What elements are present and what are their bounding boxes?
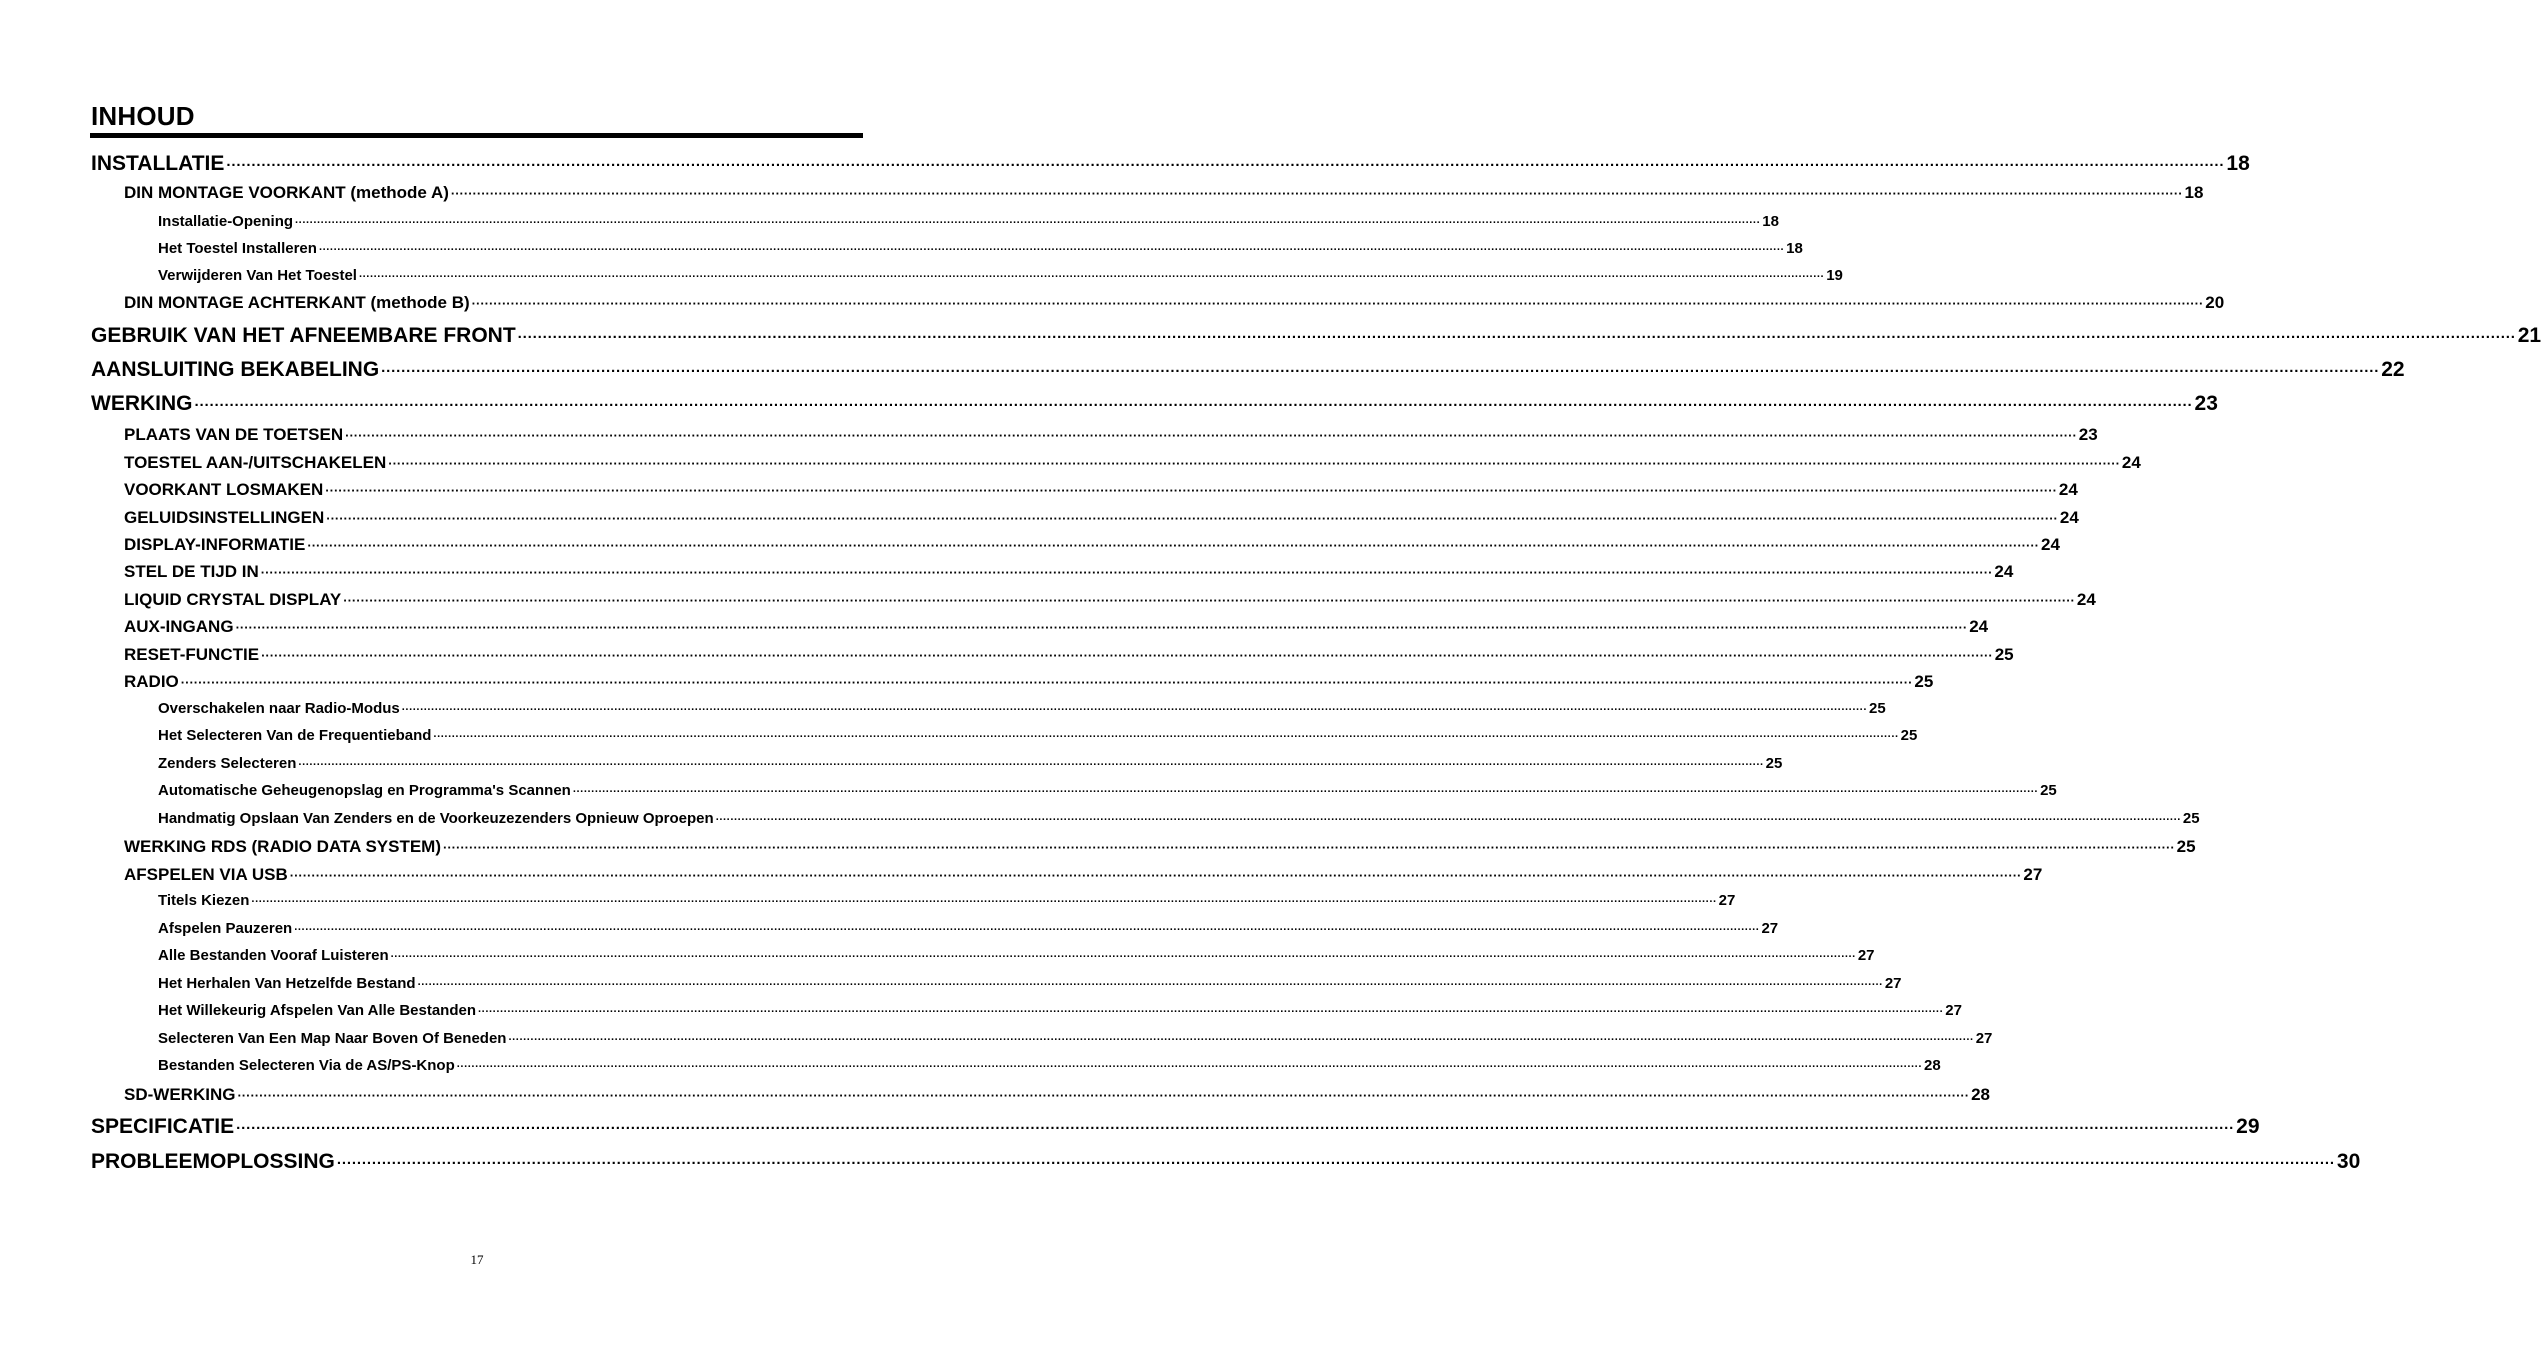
toc-dot-leader: ················································································································································································································································································································································································································ [294, 924, 1760, 936]
toc-dot-leader: ················································································································································································································································································································································································································ [471, 296, 2204, 311]
toc-entry[interactable] [91, 358, 2405, 388]
toc-dot-leader: ················································································································································································································································································································································································································ [433, 731, 1899, 743]
toc-dot-leader: ················································································································································································································································································································································································································ [326, 511, 2058, 526]
toc-entry-page: 24 [1994, 562, 2014, 581]
toc-entry[interactable] [124, 453, 2141, 479]
toc-dot-leader: ················································································································································································································································································································································································································ [295, 217, 1761, 229]
toc-entry-page: 18 [1762, 213, 1779, 230]
toc-dot-leader: ················································································································································································································································································································································································································ [443, 840, 2175, 855]
toc-dot-leader: ················································································································································································································································································································································································································ [298, 759, 1764, 771]
toc-dot-leader: ················································································································································································································································································································································································································ [343, 593, 2075, 608]
toc-entry-page: 19 [1826, 267, 1843, 284]
toc-dot-leader: ················································································································································································································································································································································································································ [345, 428, 2077, 443]
toc-entry-label: INSTALLATIE [91, 152, 225, 175]
toc-entry[interactable] [158, 700, 1886, 724]
toc-entry-page: 27 [1761, 920, 1779, 937]
toc-entry-label: AFSPELEN VIA USB [124, 865, 288, 884]
toc-entry-label: WERKING RDS (RADIO DATA SYSTEM) [124, 837, 442, 856]
toc-entry-page: 27 [1945, 1002, 1962, 1019]
toc-entry-page: 24 [2059, 508, 2079, 527]
toc-entry-page: 25 [1994, 645, 2014, 664]
toc-dot-leader: ················································································································································································································································································································································································································ [572, 786, 2039, 798]
toc-entry-page: 25 [1900, 727, 1918, 744]
toc-entry-label: Het Toestel Installeren [158, 240, 317, 257]
toc-dot-leader: ················································································································································································································································································································································································································ [417, 979, 1883, 991]
toc-entry[interactable] [158, 947, 1875, 971]
toc-dot-leader: ················································································································································································································································································································································································································ [715, 814, 2181, 826]
toc-entry-label: Bestanden Selecteren Via de AS/PS-Knop [158, 1057, 455, 1074]
toc-entry-page: 28 [1924, 1057, 1941, 1074]
page-title: INHOUD [91, 101, 195, 131]
toc-entry-label: Het Selecteren Van de Frequentieband [158, 727, 432, 744]
toc-entry-label: Selecteren Van Een Map Naar Boven Of Beneden [158, 1030, 507, 1047]
toc-entry-page: 25 [2182, 810, 2200, 827]
toc-entry-label: GELUIDSINSTELLINGEN [124, 508, 325, 527]
toc-dot-leader: ················································································································································································································································································································································································································ [261, 648, 1993, 663]
toc-entry[interactable] [124, 293, 2225, 319]
toc-entry-label: Afspelen Pauzeren [158, 920, 293, 937]
toc-entry-page: 21 [2517, 324, 2541, 347]
toc-dot-leader: ················································································································································································································································································································································································································ [289, 868, 2022, 883]
toc-entry-label: SPECIFICATIE [91, 1115, 235, 1138]
toc-entry[interactable] [158, 782, 2057, 806]
toc-entry-label: DISPLAY-INFORMATIE [124, 535, 306, 554]
toc-dot-leader: ················································································································································································································································································································································································································ [336, 1155, 2335, 1172]
toc-entry-label: Handmatig Opslaan Van Zenders en de Voorkeuzezenders Opnieuw Oproepen [158, 810, 714, 827]
toc-entry-label: Verwijderen Van Het Toestel [158, 267, 357, 284]
toc-entry[interactable] [124, 480, 2078, 506]
toc-entry[interactable] [158, 1057, 1941, 1081]
toc-entry[interactable] [124, 562, 2014, 588]
toc-entry-label: Het Herhalen Van Hetzelfde Bestand [158, 975, 416, 992]
toc-entry[interactable] [124, 837, 2196, 863]
toc-entry-page: 23 [2078, 425, 2098, 444]
toc-entry-page: 18 [1786, 240, 1803, 257]
toc-entry-page: 27 [1975, 1030, 1993, 1047]
toc-entry-label: PROBLEEMOPLOSSING [91, 1150, 335, 1173]
toc-dot-leader: ················································································································································································································································································································································································································ [401, 704, 1867, 716]
toc-dot-leader: ················································································································································································································································································································································································································ [390, 951, 1856, 963]
toc-entry[interactable] [91, 1150, 2361, 1180]
toc-entry-page: 27 [1857, 947, 1875, 964]
toc-entry-label: RESET-FUNCTIE [124, 645, 260, 664]
toc-entry[interactable] [124, 535, 2060, 561]
toc-entry-page: 18 [2226, 152, 2250, 175]
toc-dot-leader: ················································································································································································································································································································································································································ [194, 397, 2193, 414]
toc-entry-page: 27 [1718, 892, 1736, 909]
toc-dot-leader: ················································································································································································································································································································································································································ [358, 271, 1825, 283]
title-rule [90, 133, 863, 138]
toc-entry-label: Het Willekeurig Afspelen Van Alle Bestanden [158, 1002, 477, 1019]
toc-entry-page: 24 [2058, 480, 2078, 499]
toc-entry-label: PLAATS VAN DE TOETSEN [124, 425, 344, 444]
toc-entry-page: 24 [1969, 617, 1989, 636]
toc-dot-leader: ················································································································································································································································································································································································································ [325, 483, 2057, 498]
toc-entry-label: GEBRUIK VAN HET AFNEEMBARE FRONT [91, 324, 516, 347]
toc-entry-label: Titels Kiezen [158, 892, 250, 909]
toc-entry-label: AUX-INGANG [124, 617, 234, 636]
toc-entry-label: WERKING [91, 392, 193, 415]
toc-dot-leader: ················································································································································································································································································································································································································ [236, 1120, 2235, 1137]
toc-entry-label: STEL DE TIJD IN [124, 562, 259, 581]
toc-dot-leader: ················································································································································································································································································································································································································ [251, 896, 1717, 908]
toc-entry-page: 28 [1971, 1085, 1991, 1104]
toc-entry[interactable] [158, 810, 2200, 834]
toc-dot-leader: ················································································································································································································································································································································································································ [517, 329, 2516, 346]
toc-entry-page: 23 [2194, 392, 2218, 415]
toc-entry[interactable] [91, 1115, 2260, 1145]
toc-entry-page: 27 [2023, 865, 2043, 884]
toc-entry-label: Overschakelen naar Radio-Modus [158, 700, 400, 717]
toc-entry-label: TOESTEL AAN-/UITSCHAKELEN [124, 453, 387, 472]
page-number: 17 [470, 1252, 484, 1267]
toc-entry-page: 22 [2381, 358, 2405, 381]
toc-dot-leader: ················································································································································································································································································································································································································ [260, 565, 1993, 580]
toc-dot-leader: ················································································································································································································································································································································································································ [307, 538, 2039, 553]
toc-entry-page: 18 [2184, 183, 2204, 202]
toc-entry-page: 29 [2236, 1115, 2260, 1138]
toc-entry[interactable] [124, 1085, 1991, 1111]
toc-entry-label: Alle Bestanden Vooraf Luisteren [158, 947, 389, 964]
toc-entry[interactable] [91, 152, 2250, 182]
toc-entry[interactable] [124, 183, 2204, 209]
toc-entry-page: 24 [2121, 453, 2141, 472]
toc-entry-page: 24 [2076, 590, 2096, 609]
toc-entry-page: 25 [2040, 782, 2057, 799]
toc-entry-page: 25 [1914, 672, 1934, 691]
toc-dot-leader: ················································································································································································································································································································································································································ [226, 157, 2225, 174]
toc-entry[interactable] [91, 324, 2541, 354]
toc-dot-leader: ················································································································································································································································································································································································································ [388, 456, 2120, 471]
toc-entry[interactable] [124, 425, 2098, 451]
toc-entry-label: LIQUID CRYSTAL DISPLAY [124, 590, 342, 609]
toc-entry[interactable] [158, 1002, 1962, 1026]
toc-dot-leader: ················································································································································································································································································································································································································ [381, 363, 2380, 380]
toc-entry[interactable] [158, 920, 1779, 944]
toc-entry[interactable] [124, 645, 2014, 671]
toc-entry-label: RADIO [124, 672, 179, 691]
toc-entry-label: SD-WERKING [124, 1085, 236, 1104]
toc-entry-page: 24 [2041, 535, 2060, 554]
toc-entry[interactable] [124, 617, 1989, 643]
toc-entry[interactable] [124, 672, 1934, 698]
toc-dot-leader: ················································································································································································································································································································································································································ [456, 1061, 1922, 1073]
toc-entry-page: 20 [2205, 293, 2225, 312]
toc-entry[interactable] [124, 865, 2043, 891]
toc-entry-label: Automatische Geheugenopslag en Programma's Scannen [158, 782, 571, 799]
toc-dot-leader: ················································································································································································································································································································································································································ [318, 244, 1785, 256]
toc-entry-label: AANSLUITING BEKABELING [91, 358, 380, 381]
toc-entry[interactable] [158, 755, 1783, 779]
toc-entry[interactable] [158, 240, 1803, 264]
toc-entry[interactable] [124, 590, 2096, 616]
toc-entry[interactable] [124, 508, 2079, 534]
toc-entry-page: 25 [2176, 837, 2196, 856]
toc-entry[interactable] [158, 727, 1918, 751]
toc-dot-leader: ················································································································································································································································································································································································································ [508, 1034, 1974, 1046]
toc-entry-page: 30 [2336, 1150, 2361, 1173]
toc-dot-leader: ················································································································································································································································································································································································································ [235, 620, 1968, 635]
toc-entry[interactable] [158, 975, 1902, 999]
toc-dot-leader: ················································································································································································································································································································································································································ [450, 186, 2183, 201]
toc-entry-label: VOORKANT LOSMAKEN [124, 480, 324, 499]
toc-entry-page: 27 [1884, 975, 1902, 992]
toc-dot-leader: ················································································································································································································································································································································································································ [180, 675, 1913, 690]
toc-dot-leader: ················································································································································································································································································································································································································ [478, 1006, 1944, 1018]
toc-entry-label: DIN MONTAGE ACHTERKANT (methode B) [124, 293, 470, 312]
toc-entry[interactable] [91, 392, 2218, 422]
toc-entry[interactable] [158, 892, 1736, 916]
toc-entry[interactable] [158, 1030, 1993, 1054]
toc-entry-label: DIN MONTAGE VOORKANT (methode A) [124, 183, 449, 202]
toc-entry-label: Installatie-Opening [158, 213, 294, 230]
toc-entry-page: 25 [1868, 700, 1886, 717]
toc-entry[interactable] [158, 213, 1779, 237]
toc-entry-page: 25 [1765, 755, 1783, 772]
toc-dot-leader: ················································································································································································································································································································································································································ [237, 1088, 1970, 1103]
toc-entry[interactable] [158, 267, 1843, 291]
toc-entry-label: Zenders Selecteren [158, 755, 297, 772]
